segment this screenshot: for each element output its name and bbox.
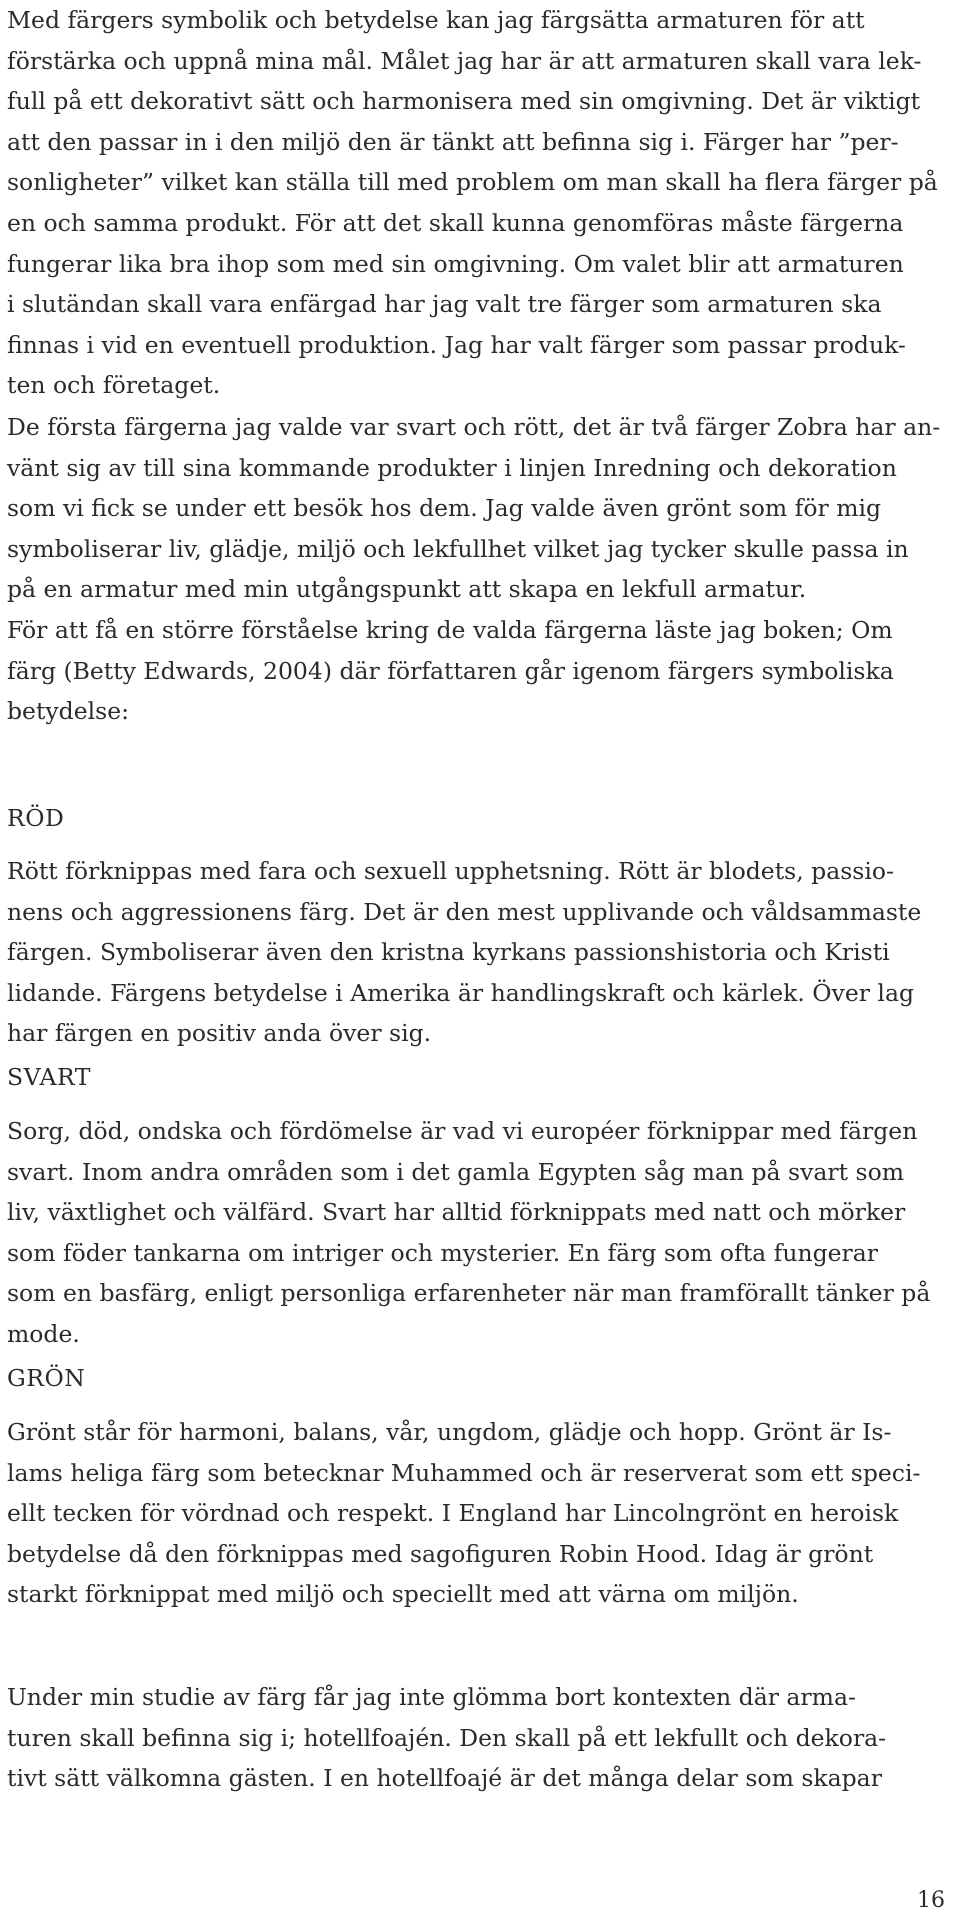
text-line: Med färgers symbolik och betydelse kan jag färgsätta armaturen för att [7, 6, 865, 34]
text-line: lams heliga färg som betecknar Muhammed och är reserverat som ett speci- [7, 1458, 921, 1487]
text-line: liv, växtlighet och välfärd. Svart har alltid förknippats med natt och mörker [7, 1198, 906, 1227]
text-line: fungerar lika bra ihop som med sin omgivning. Om valet blir att armaturen [7, 249, 904, 278]
text-line: symboliserar liv, glädje, miljö och lekfullhet vilket jag tycker skulle passa in [7, 534, 909, 563]
text-line: nens och aggressionens färg. Det är den mest upplivande och våldsammaste [7, 897, 922, 926]
text-line: full på ett dekorativt sätt och harmonisera med sin omgivning. Det är viktigt [7, 87, 921, 116]
text-line: ellt tecken för vördnad och respekt. I England har Lincolngrönt en heroisk [7, 1499, 899, 1528]
text-line: svart. Inom andra områden som i det gamla Egypten såg man på svart som [7, 1157, 905, 1186]
text-line: i slutändan skall vara enfärgad har jag valt tre färger som armaturen ska [7, 290, 882, 319]
text-line: har färgen en positiv anda över sig. [7, 1019, 432, 1048]
book-reference-paragraph [7, 610, 937, 732]
text-line: betydelse då den förknippas med sagofiguren Robin Hood. Idag är grönt [7, 1539, 874, 1568]
text-line: färg (Betty Edwards, 2004) där författaren går igenom färgers symboliska [7, 656, 894, 685]
section-heading-svart: SVART [7, 1063, 91, 1091]
text-line: ten och företaget. [7, 371, 221, 400]
text-line: förstärka och uppnå mina mål. Målet jag har är att armaturen skall vara lek- [7, 46, 922, 75]
section-body-svart [7, 1111, 937, 1355]
text-line: vänt sig av till sina kommande produkter i linjen Inredning och dekoration [7, 453, 897, 482]
colors-choice-paragraph [7, 407, 941, 610]
closing-paragraph [7, 1677, 937, 1799]
text-line: en och samma produkt. För att det skall kunna genomföras måste färgerna [7, 208, 904, 237]
text-line: Sorg, död, ondska och fördömelse är vad vi européer förknippar med färgen [7, 1117, 918, 1145]
text-line: sonligheter” vilket kan ställa till med problem om man skall ha flera färger på [7, 168, 938, 197]
text-line: Under min studie av färg får jag inte glömma bort kontexten där arma- [7, 1683, 856, 1711]
text-line: finnas i vid en eventuell produktion. Jag har valt färger som passar produk- [7, 330, 906, 359]
text-line: betydelse: [7, 697, 130, 726]
text-line: turen skall befinna sig i; hotellfoajén. Den skall på ett lekfullt och dekora- [7, 1723, 887, 1752]
intro-paragraph [7, 0, 937, 406]
text-line: De första färgerna jag valde var svart och rött, det är två färger Zobra har an- [7, 413, 941, 441]
text-line: För att få en större förståelse kring de valda färgerna läste jag boken; Om [7, 616, 893, 644]
text-line: mode. [7, 1319, 80, 1348]
text-line: att den passar in i den miljö den är tänkt att befinna sig i. Färger har ”per- [7, 127, 899, 156]
section-body-gron [7, 1412, 937, 1615]
text-line: som en basfärg, enligt personliga erfarenheter när man framförallt tänker på [7, 1279, 931, 1308]
text-line: lidande. Färgens betydelse i Amerika är handlingskraft och kärlek. Över lag [7, 978, 914, 1007]
section-heading-rod: RÖD [7, 804, 65, 832]
section-heading-gron: GRÖN [7, 1364, 86, 1392]
text-line: som föder tankarna om intriger och mysterier. En färg som ofta fungerar [7, 1238, 879, 1267]
text-line: Rött förknippas med fara och sexuell upphetsning. Rött är blodets, passio- [7, 857, 894, 885]
text-line: Grönt står för harmoni, balans, vår, ungdom, glädje och hopp. Grönt är Is- [7, 1418, 892, 1446]
text-line: som vi fick se under ett besök hos dem. Jag valde även grönt som för mig [7, 494, 882, 523]
text-line: färgen. Symboliserar även den kristna kyrkans passionshistoria och Kristi [7, 938, 890, 967]
text-line: tivt sätt välkomna gästen. I en hotellfoajé är det många delar som skapar [7, 1764, 882, 1793]
section-body-rod [7, 851, 937, 1054]
text-line: starkt förknippat med miljö och speciellt med att värna om miljön. [7, 1580, 799, 1609]
page-number: 16 [917, 1888, 945, 1913]
text-line: på en armatur med min utgångspunkt att skapa en lekfull armatur. [7, 575, 807, 604]
